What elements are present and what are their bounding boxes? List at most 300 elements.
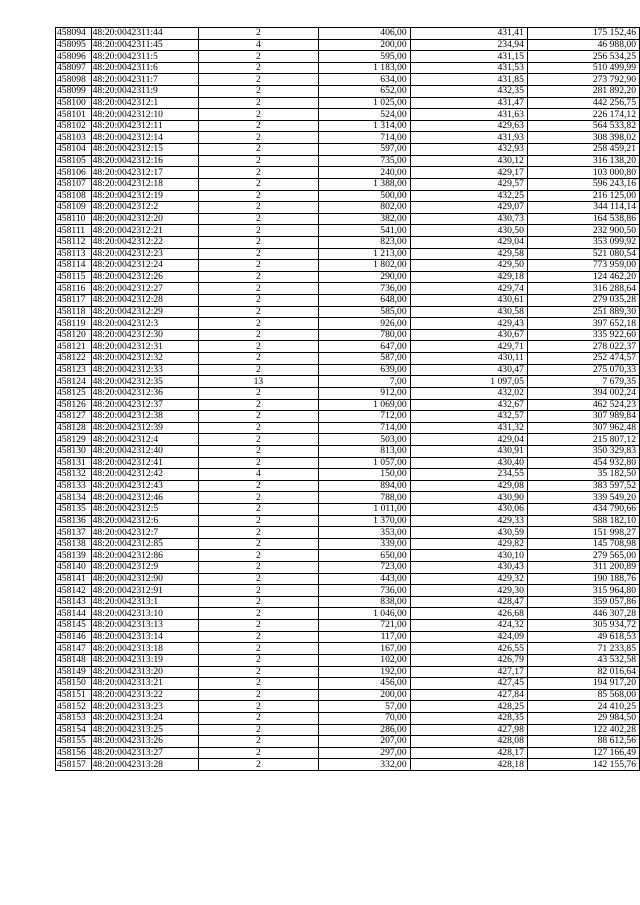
table-row: [56, 190, 640, 202]
rate-cell: 424,09: [410, 631, 527, 643]
value-cell: 46 988,00: [527, 39, 639, 51]
cadastral-number-cell: 48:20:0042312:15: [91, 144, 198, 156]
row-id-cell: 458121: [56, 341, 92, 353]
table-row: [56, 109, 640, 121]
value-cell: 82 016,64: [527, 666, 639, 678]
code-cell: 2: [198, 155, 319, 167]
table-row: [56, 631, 640, 643]
table-row: [56, 759, 640, 771]
cadastral-number-cell: 48:20:0042311:9: [91, 86, 198, 98]
value-cell: 215 807,12: [527, 434, 639, 446]
cadastral-number-cell: 48:20:0042312:28: [91, 295, 198, 307]
code-cell: 2: [198, 422, 319, 434]
area-cell: 1 802,00: [319, 260, 410, 272]
area-cell: 286,00: [319, 724, 410, 736]
area-cell: 192,00: [319, 666, 410, 678]
rate-cell: 431,15: [410, 51, 527, 63]
rate-cell: 427,84: [410, 689, 527, 701]
code-cell: 2: [198, 236, 319, 248]
value-cell: 353 099,92: [527, 236, 639, 248]
cadastral-number-cell: 48:20:0042312:21: [91, 225, 198, 237]
rate-cell: 428,18: [410, 759, 527, 771]
row-id-cell: 458131: [56, 457, 92, 469]
value-cell: 335 922,60: [527, 329, 639, 341]
value-cell: 462 524,23: [527, 399, 639, 411]
area-cell: 802,00: [319, 202, 410, 214]
row-id-cell: 458148: [56, 654, 92, 666]
code-cell: 2: [198, 144, 319, 156]
value-cell: 71 233,85: [527, 643, 639, 655]
code-cell: 2: [198, 550, 319, 562]
code-cell: 2: [198, 503, 319, 515]
area-cell: 200,00: [319, 39, 410, 51]
table-row: [56, 724, 640, 736]
table-row: [56, 503, 640, 515]
row-id-cell: 458106: [56, 167, 92, 179]
area-cell: 714,00: [319, 132, 410, 144]
cadastral-number-cell: 48:20:0042312:24: [91, 260, 198, 272]
row-id-cell: 458100: [56, 97, 92, 109]
table-row: [56, 515, 640, 527]
code-cell: 2: [198, 74, 319, 86]
value-cell: 24 410,25: [527, 701, 639, 713]
cadastral-number-cell: 48:20:0042312:26: [91, 271, 198, 283]
row-id-cell: 458126: [56, 399, 92, 411]
cadastral-number-cell: 48:20:0042311:44: [91, 28, 198, 40]
rate-cell: 429,43: [410, 318, 527, 330]
area-cell: 714,00: [319, 422, 410, 434]
table-row: [56, 213, 640, 225]
cadastral-number-cell: 48:20:0042313:22: [91, 689, 198, 701]
cadastral-number-cell: 48:20:0042312:10: [91, 109, 198, 121]
code-cell: 2: [198, 120, 319, 132]
value-cell: 279 565,00: [527, 550, 639, 562]
code-cell: 2: [198, 97, 319, 109]
cadastral-number-cell: 48:20:0042312:39: [91, 422, 198, 434]
value-cell: 278 022,37: [527, 341, 639, 353]
rate-cell: 426,55: [410, 643, 527, 655]
value-cell: 344 114,14: [527, 202, 639, 214]
row-id-cell: 458108: [56, 190, 92, 202]
rate-cell: 431,63: [410, 109, 527, 121]
table-row: [56, 51, 640, 63]
value-cell: 194 917,20: [527, 678, 639, 690]
area-cell: 650,00: [319, 550, 410, 562]
rate-cell: 431,47: [410, 97, 527, 109]
code-cell: 2: [198, 527, 319, 539]
rate-cell: 429,71: [410, 341, 527, 353]
value-cell: 35 182,50: [527, 469, 639, 481]
code-cell: 2: [198, 329, 319, 341]
row-id-cell: 458128: [56, 422, 92, 434]
cadastral-number-cell: 48:20:0042312:1: [91, 97, 198, 109]
cadastral-number-cell: 48:20:0042312:40: [91, 445, 198, 457]
row-id-cell: 458113: [56, 248, 92, 260]
area-cell: 1 011,00: [319, 503, 410, 515]
area-cell: 456,00: [319, 678, 410, 690]
rate-cell: 426,68: [410, 608, 527, 620]
cadastral-number-cell: 48:20:0042312:18: [91, 178, 198, 190]
value-cell: 308 398,02: [527, 132, 639, 144]
area-cell: 332,00: [319, 759, 410, 771]
table-row: [56, 422, 640, 434]
table-row: [56, 306, 640, 318]
rate-cell: 429,63: [410, 120, 527, 132]
row-id-cell: 458112: [56, 236, 92, 248]
cadastral-number-cell: 48:20:0042313:10: [91, 608, 198, 620]
table-row: [56, 538, 640, 550]
rate-cell: 431,53: [410, 62, 527, 74]
cadastral-number-cell: 48:20:0042312:22: [91, 236, 198, 248]
rate-cell: 430,43: [410, 562, 527, 574]
table-row: [56, 689, 640, 701]
rate-cell: 429,08: [410, 480, 527, 492]
area-cell: 240,00: [319, 167, 410, 179]
row-id-cell: 458110: [56, 213, 92, 225]
table-row: [56, 329, 640, 341]
table-row: [56, 608, 640, 620]
area-cell: 70,00: [319, 712, 410, 724]
area-cell: 167,00: [319, 643, 410, 655]
row-id-cell: 458124: [56, 376, 92, 388]
table-row: [56, 492, 640, 504]
rate-cell: 429,50: [410, 260, 527, 272]
code-cell: 2: [198, 295, 319, 307]
area-cell: 639,00: [319, 364, 410, 376]
cadastral-number-cell: 48:20:0042312:36: [91, 387, 198, 399]
rate-cell: 429,04: [410, 434, 527, 446]
cadastral-number-cell: 48:20:0042311:6: [91, 62, 198, 74]
rate-cell: 432,35: [410, 86, 527, 98]
rate-cell: 432,25: [410, 190, 527, 202]
rate-cell: 430,06: [410, 503, 527, 515]
code-cell: 2: [198, 167, 319, 179]
row-id-cell: 458125: [56, 387, 92, 399]
row-id-cell: 458144: [56, 608, 92, 620]
cadastral-number-cell: 48:20:0042312:27: [91, 283, 198, 295]
table-row: [56, 712, 640, 724]
table-row: [56, 62, 640, 74]
table-row: [56, 132, 640, 144]
table-row: [56, 678, 640, 690]
code-cell: 2: [198, 666, 319, 678]
area-cell: 912,00: [319, 387, 410, 399]
area-cell: 1 025,00: [319, 97, 410, 109]
rate-cell: 426,79: [410, 654, 527, 666]
table-row: [56, 97, 640, 109]
table-row: [56, 411, 640, 423]
table-body: [56, 28, 640, 771]
value-cell: 151 998,27: [527, 527, 639, 539]
area-cell: 823,00: [319, 236, 410, 248]
table-row: [56, 178, 640, 190]
row-id-cell: 458102: [56, 120, 92, 132]
table-row: [56, 387, 640, 399]
row-id-cell: 458157: [56, 759, 92, 771]
rate-cell: 429,30: [410, 585, 527, 597]
area-cell: 634,00: [319, 74, 410, 86]
area-cell: 648,00: [319, 295, 410, 307]
row-id-cell: 458137: [56, 527, 92, 539]
code-cell: 2: [198, 562, 319, 574]
area-cell: 736,00: [319, 585, 410, 597]
row-id-cell: 458104: [56, 144, 92, 156]
cadastral-number-cell: 48:20:0042312:3: [91, 318, 198, 330]
table-row: [56, 86, 640, 98]
cadastral-number-cell: 48:20:0042312:43: [91, 480, 198, 492]
code-cell: 2: [198, 712, 319, 724]
code-cell: 2: [198, 353, 319, 365]
value-cell: 190 188,76: [527, 573, 639, 585]
cadastral-number-cell: 48:20:0042312:32: [91, 353, 198, 365]
value-cell: 127 166,49: [527, 747, 639, 759]
area-cell: 780,00: [319, 329, 410, 341]
table-row: [56, 28, 640, 40]
value-cell: 588 182,10: [527, 515, 639, 527]
value-cell: 434 790,66: [527, 503, 639, 515]
table-row: [56, 202, 640, 214]
area-cell: 7,00: [319, 376, 410, 388]
table-row: [56, 736, 640, 748]
area-cell: 587,00: [319, 353, 410, 365]
row-id-cell: 458136: [56, 515, 92, 527]
rate-cell: 430,40: [410, 457, 527, 469]
row-id-cell: 458155: [56, 736, 92, 748]
value-cell: 142 155,76: [527, 759, 639, 771]
row-id-cell: 458154: [56, 724, 92, 736]
code-cell: 2: [198, 411, 319, 423]
code-cell: 2: [198, 678, 319, 690]
value-cell: 397 652,18: [527, 318, 639, 330]
area-cell: 712,00: [319, 411, 410, 423]
table-row: [56, 445, 640, 457]
row-id-cell: 458135: [56, 503, 92, 515]
table-row: [56, 248, 640, 260]
code-cell: 2: [198, 608, 319, 620]
area-cell: 1 388,00: [319, 178, 410, 190]
row-id-cell: 458115: [56, 271, 92, 283]
code-cell: 2: [198, 596, 319, 608]
row-id-cell: 458101: [56, 109, 92, 121]
row-id-cell: 458127: [56, 411, 92, 423]
code-cell: 2: [198, 654, 319, 666]
table-row: [56, 39, 640, 51]
rate-cell: 429,74: [410, 283, 527, 295]
code-cell: 2: [198, 202, 319, 214]
row-id-cell: 458146: [56, 631, 92, 643]
code-cell: 2: [198, 759, 319, 771]
rate-cell: 429,07: [410, 202, 527, 214]
row-id-cell: 458094: [56, 28, 92, 40]
table-row: [56, 120, 640, 132]
rate-cell: 430,47: [410, 364, 527, 376]
area-cell: 1 046,00: [319, 608, 410, 620]
row-id-cell: 458107: [56, 178, 92, 190]
table-row: [56, 457, 640, 469]
value-cell: 122 402,28: [527, 724, 639, 736]
cadastral-number-cell: 48:20:0042312:9: [91, 562, 198, 574]
rate-cell: 428,17: [410, 747, 527, 759]
code-cell: 13: [198, 376, 319, 388]
row-id-cell: 458114: [56, 260, 92, 272]
value-cell: 564 533,82: [527, 120, 639, 132]
rate-cell: 428,25: [410, 701, 527, 713]
value-cell: 316 138,20: [527, 155, 639, 167]
cadastral-number-cell: 48:20:0042312:7: [91, 527, 198, 539]
rate-cell: 430,11: [410, 353, 527, 365]
row-id-cell: 458118: [56, 306, 92, 318]
value-cell: 305 934,72: [527, 620, 639, 632]
rate-cell: 428,35: [410, 712, 527, 724]
row-id-cell: 458120: [56, 329, 92, 341]
row-id-cell: 458145: [56, 620, 92, 632]
cadastral-number-cell: 48:20:0042312:85: [91, 538, 198, 550]
rate-cell: 427,17: [410, 666, 527, 678]
code-cell: 2: [198, 248, 319, 260]
cadastral-number-cell: 48:20:0042312:17: [91, 167, 198, 179]
row-id-cell: 458097: [56, 62, 92, 74]
rate-cell: 429,82: [410, 538, 527, 550]
code-cell: 2: [198, 132, 319, 144]
area-cell: 813,00: [319, 445, 410, 457]
area-cell: 200,00: [319, 689, 410, 701]
area-cell: 926,00: [319, 318, 410, 330]
area-cell: 597,00: [319, 144, 410, 156]
cadastral-number-cell: 48:20:0042312:14: [91, 132, 198, 144]
cadastral-number-cell: 48:20:0042312:5: [91, 503, 198, 515]
row-id-cell: 458130: [56, 445, 92, 457]
row-id-cell: 458095: [56, 39, 92, 51]
row-id-cell: 458142: [56, 585, 92, 597]
area-cell: 443,00: [319, 573, 410, 585]
value-cell: 29 984,50: [527, 712, 639, 724]
table-row: [56, 747, 640, 759]
table-row: [56, 666, 640, 678]
cadastral-number-cell: 48:20:0042312:23: [91, 248, 198, 260]
value-cell: 454 932,80: [527, 457, 639, 469]
area-cell: 652,00: [319, 86, 410, 98]
code-cell: 2: [198, 399, 319, 411]
value-cell: 279 035,28: [527, 295, 639, 307]
cadastral-number-cell: 48:20:0042313:21: [91, 678, 198, 690]
rate-cell: 430,91: [410, 445, 527, 457]
rate-cell: 429,32: [410, 573, 527, 585]
table-row: [56, 236, 640, 248]
row-id-cell: 458139: [56, 550, 92, 562]
value-cell: 307 989,84: [527, 411, 639, 423]
data-table: [55, 27, 640, 771]
row-id-cell: 458103: [56, 132, 92, 144]
row-id-cell: 458122: [56, 353, 92, 365]
code-cell: 2: [198, 109, 319, 121]
rate-cell: 431,41: [410, 28, 527, 40]
rate-cell: 429,57: [410, 178, 527, 190]
cadastral-number-cell: 48:20:0042312:29: [91, 306, 198, 318]
table-row: [56, 573, 640, 585]
cadastral-number-cell: 48:20:0042312:91: [91, 585, 198, 597]
rate-cell: 430,50: [410, 225, 527, 237]
value-cell: 258 459,21: [527, 144, 639, 156]
code-cell: 2: [198, 213, 319, 225]
table-row: [56, 271, 640, 283]
code-cell: 2: [198, 689, 319, 701]
cadastral-number-cell: 48:20:0042313:27: [91, 747, 198, 759]
code-cell: 2: [198, 631, 319, 643]
rate-cell: 429,33: [410, 515, 527, 527]
table-row: [56, 620, 640, 632]
cadastral-number-cell: 48:20:0042312:19: [91, 190, 198, 202]
value-cell: 256 534,25: [527, 51, 639, 63]
table-row: [56, 527, 640, 539]
value-cell: 88 612,56: [527, 736, 639, 748]
table-row: [56, 550, 640, 562]
cadastral-number-cell: 48:20:0042312:33: [91, 364, 198, 376]
value-cell: 339 549,20: [527, 492, 639, 504]
code-cell: 2: [198, 515, 319, 527]
area-cell: 102,00: [319, 654, 410, 666]
row-id-cell: 458153: [56, 712, 92, 724]
value-cell: 359 057,86: [527, 596, 639, 608]
code-cell: 2: [198, 434, 319, 446]
rate-cell: 429,04: [410, 236, 527, 248]
cadastral-number-cell: 48:20:0042313:25: [91, 724, 198, 736]
table-row: [56, 596, 640, 608]
area-cell: 1 183,00: [319, 62, 410, 74]
cadastral-number-cell: 48:20:0042312:46: [91, 492, 198, 504]
rate-cell: 432,93: [410, 144, 527, 156]
area-cell: 721,00: [319, 620, 410, 632]
area-cell: 406,00: [319, 28, 410, 40]
row-id-cell: 458133: [56, 480, 92, 492]
cadastral-number-cell: 48:20:0042311:45: [91, 39, 198, 51]
row-id-cell: 458119: [56, 318, 92, 330]
table-row: [56, 144, 640, 156]
row-id-cell: 458109: [56, 202, 92, 214]
code-cell: 2: [198, 62, 319, 74]
cadastral-number-cell: 48:20:0042312:86: [91, 550, 198, 562]
rate-cell: 432,57: [410, 411, 527, 423]
row-id-cell: 458141: [56, 573, 92, 585]
code-cell: 2: [198, 387, 319, 399]
row-id-cell: 458150: [56, 678, 92, 690]
area-cell: 503,00: [319, 434, 410, 446]
cadastral-number-cell: 48:20:0042312:16: [91, 155, 198, 167]
row-id-cell: 458151: [56, 689, 92, 701]
row-id-cell: 458116: [56, 283, 92, 295]
code-cell: 2: [198, 341, 319, 353]
area-cell: 207,00: [319, 736, 410, 748]
value-cell: 307 962,48: [527, 422, 639, 434]
area-cell: 297,00: [319, 747, 410, 759]
cadastral-number-cell: 48:20:0042312:11: [91, 120, 198, 132]
rate-cell: 431,93: [410, 132, 527, 144]
area-cell: 595,00: [319, 51, 410, 63]
code-cell: 2: [198, 51, 319, 63]
cadastral-number-cell: 48:20:0042313:19: [91, 654, 198, 666]
cadastral-number-cell: 48:20:0042312:37: [91, 399, 198, 411]
area-cell: 500,00: [319, 190, 410, 202]
value-cell: 145 708,98: [527, 538, 639, 550]
code-cell: 2: [198, 318, 319, 330]
area-cell: 150,00: [319, 469, 410, 481]
table-row: [56, 376, 640, 388]
code-cell: 2: [198, 643, 319, 655]
rate-cell: 430,12: [410, 155, 527, 167]
area-cell: 723,00: [319, 562, 410, 574]
rate-cell: 429,18: [410, 271, 527, 283]
area-cell: 1 370,00: [319, 515, 410, 527]
code-cell: 2: [198, 538, 319, 550]
